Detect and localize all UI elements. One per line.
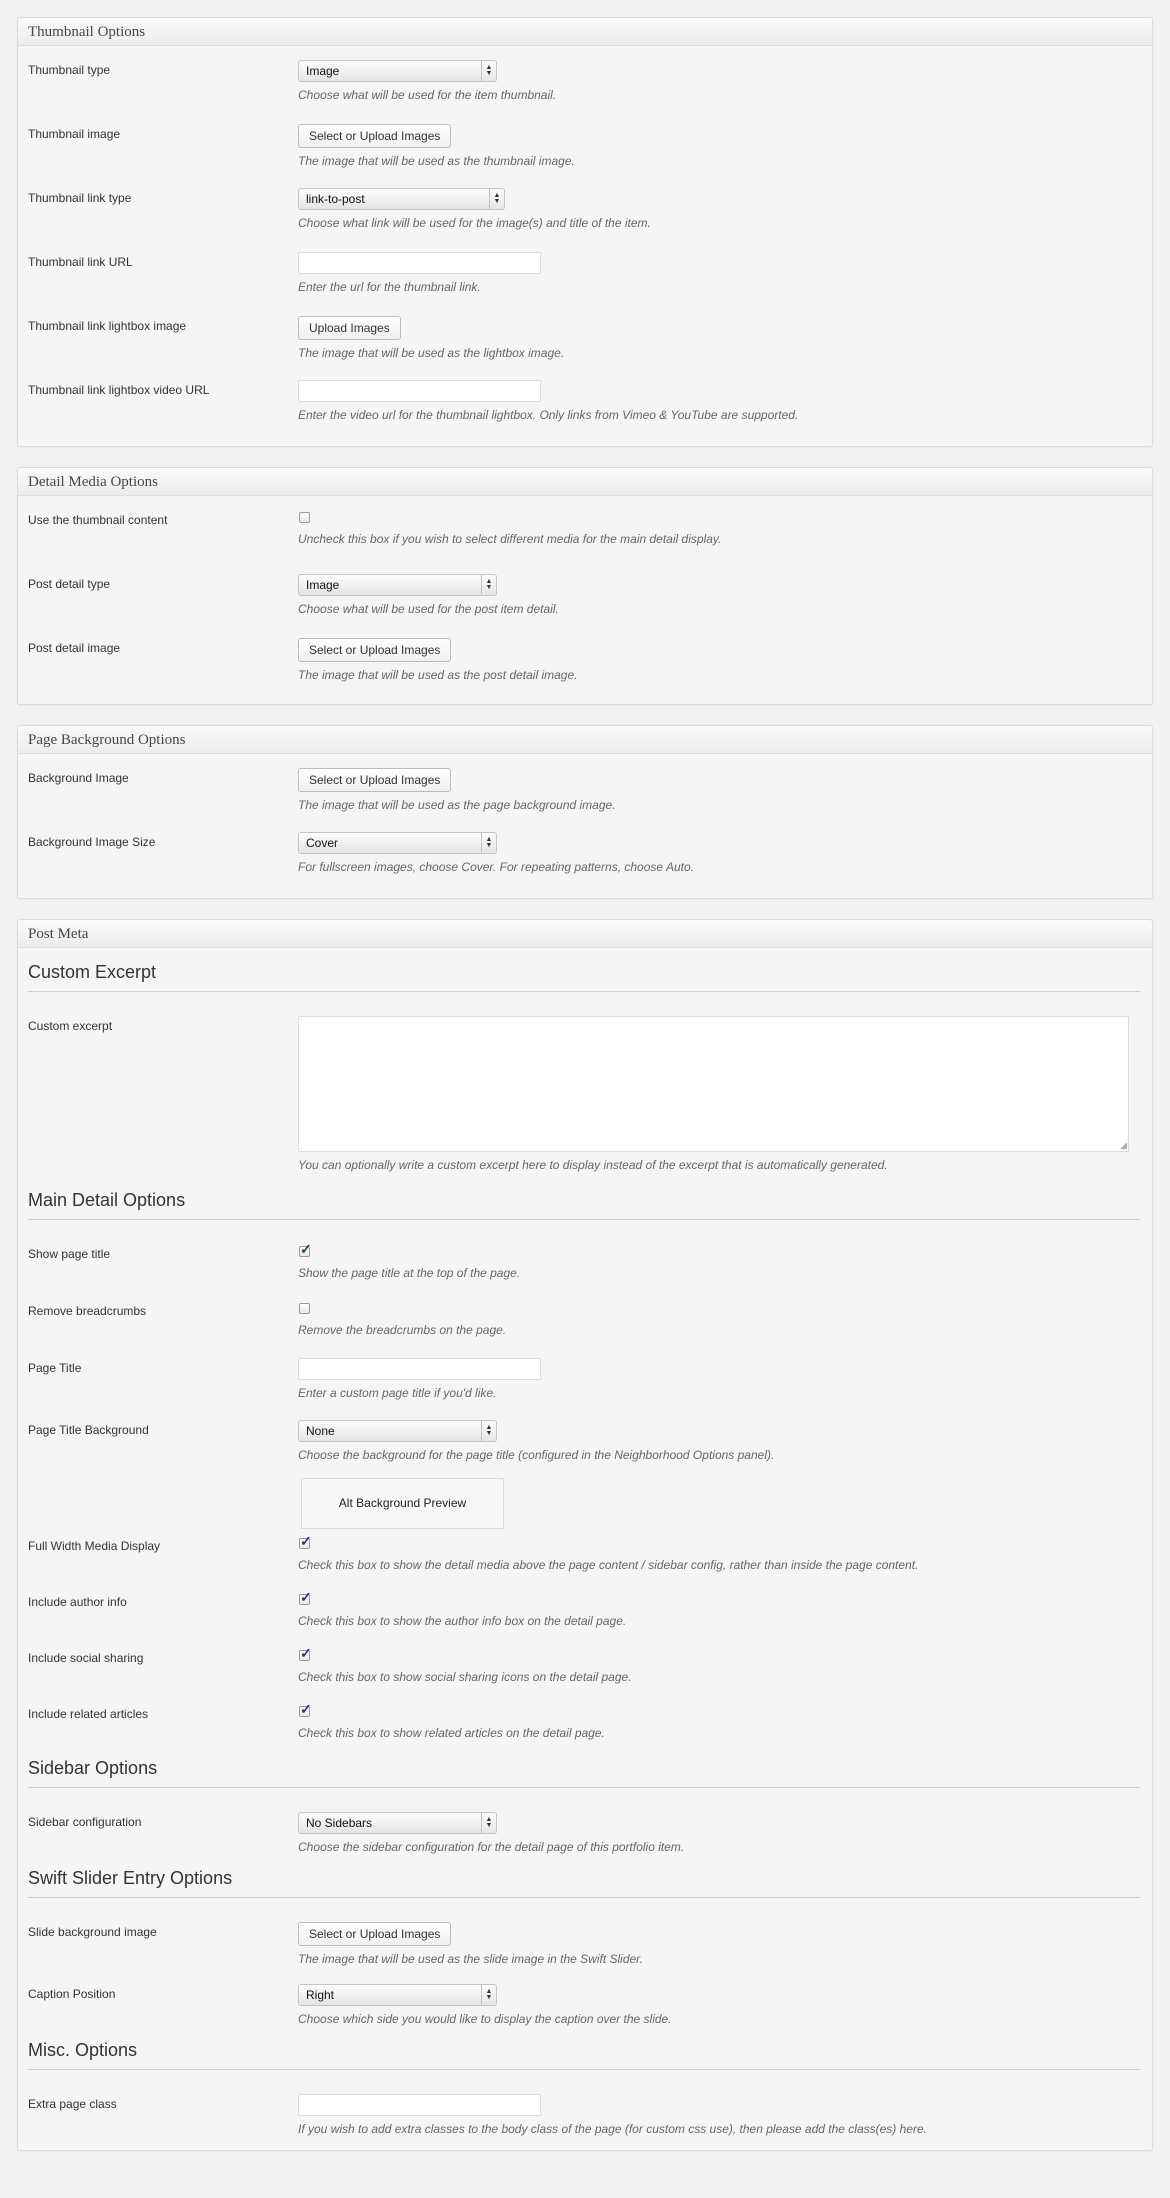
full-width-media-checkbox[interactable] <box>299 1533 312 1549</box>
thumbnail-lightbox-upload-button[interactable]: Upload Images <box>298 316 401 340</box>
select-arrows-icon: ▲ ▼ <box>481 833 496 853</box>
caption-position-row <box>28 1980 1142 2036</box>
post-meta-box <box>17 919 1153 2151</box>
background-image-upload-button[interactable]: Select or Upload Images <box>298 768 451 792</box>
caption-position-desc: Choose which side you would like to display the caption over the slide. <box>298 2012 672 2026</box>
main-detail-options-heading: Main Detail Options <box>28 1186 1140 1220</box>
checkmark-icon: ✓ <box>300 1645 312 1661</box>
thumbnail-type-select[interactable] <box>298 60 497 82</box>
background-image-size-row <box>28 828 1142 892</box>
select-arrows-icon: ▲ ▼ <box>481 1985 496 2005</box>
extra-page-class-input[interactable] <box>298 2094 541 2116</box>
page-title-background-label: Page Title Background <box>28 1423 149 1437</box>
swift-slider-heading: Swift Slider Entry Options <box>28 1864 1140 1898</box>
remove-breadcrumbs-desc: Remove the breadcrumbs on the page. <box>298 1323 507 1337</box>
select-arrows-icon: ▲ ▼ <box>481 61 496 81</box>
related-articles-desc: Check this box to show related articles on the detail page. <box>298 1726 605 1740</box>
slide-background-desc: The image that will be used as the slide image in the Swift Slider. <box>298 1952 644 1966</box>
alt-background-preview: Alt Background Preview <box>301 1478 504 1529</box>
post-detail-image-upload-button[interactable]: Select or Upload Images <box>298 638 451 662</box>
misc-options-heading: Misc. Options <box>28 2036 1140 2070</box>
thumbnail-link-url-label: Thumbnail link URL <box>28 255 133 269</box>
author-info-desc: Check this box to show the author info box on the detail page. <box>298 1614 627 1628</box>
social-sharing-checkbox[interactable] <box>299 1645 312 1661</box>
caption-position-label: Caption Position <box>28 1987 116 2001</box>
background-image-size-desc: For fullscreen images, choose Cover. For repeating patterns, choose Auto. <box>298 860 694 874</box>
custom-excerpt-desc: You can optionally write a custom excerpt here to display instead of the excerpt that is automatically generated. <box>298 1158 888 1172</box>
sidebar-options-heading: Sidebar Options <box>28 1754 1140 1788</box>
related-articles-label: Include related articles <box>28 1707 149 1721</box>
page-title-row <box>28 1354 1142 1416</box>
thumbnail-lightbox-image-desc: The image that will be used as the lightbox image. <box>298 346 565 360</box>
full-width-media-desc: Check this box to show the detail media above the page content / sidebar config, rather than inside the page content. <box>298 1558 919 1572</box>
post-detail-type-desc: Choose what will be used for the post item detail. <box>298 602 559 616</box>
caption-position-select[interactable] <box>298 1984 497 2006</box>
use-thumbnail-content-row <box>28 506 1142 570</box>
page-title-background-select[interactable] <box>298 1420 497 1442</box>
checkmark-icon: ✓ <box>300 1589 312 1605</box>
related-articles-row <box>28 1700 1142 1754</box>
thumbnail-image-desc: The image that will be used as the thumbnail image. <box>298 154 575 168</box>
thumbnail-lightbox-image-row <box>28 312 1142 376</box>
slide-background-row <box>28 1918 1142 1980</box>
page-title-background-value: None <box>306 1424 335 1438</box>
select-arrows-icon: ▲ ▼ <box>481 575 496 595</box>
sidebar-config-row <box>28 1808 1142 1864</box>
remove-breadcrumbs-label: Remove breadcrumbs <box>28 1304 147 1318</box>
sidebar-config-value: No Sidebars <box>306 1816 373 1830</box>
page-title-input[interactable] <box>298 1358 541 1380</box>
thumbnail-link-type-row <box>28 184 1142 248</box>
custom-excerpt-heading: Custom Excerpt <box>28 958 1140 992</box>
caption-position-value: Right <box>306 1988 335 2002</box>
thumbnail-lightbox-video-desc: Enter the video url for the thumbnail lightbox. Only links from Vimeo & YouTube are supported. <box>298 408 799 422</box>
show-page-title-checkbox[interactable] <box>299 1241 312 1257</box>
author-info-label: Include author info <box>28 1595 127 1609</box>
post-detail-image-label: Post detail image <box>28 641 121 655</box>
checkmark-icon: ✓ <box>300 1241 312 1257</box>
page-title-label: Page Title <box>28 1361 82 1375</box>
social-sharing-label: Include social sharing <box>28 1651 144 1665</box>
use-thumbnail-content-checkbox[interactable] <box>299 512 310 523</box>
checkmark-icon: ✓ <box>300 1533 312 1549</box>
checkmark-icon: ✓ <box>300 1701 312 1717</box>
page-background-options-title[interactable]: Page Background Options <box>18 726 1152 754</box>
custom-excerpt-row <box>28 1012 1142 1172</box>
social-sharing-row <box>28 1644 1142 1700</box>
page-title-desc: Enter a custom page title if you'd like. <box>298 1386 497 1400</box>
show-page-title-row <box>28 1240 1142 1297</box>
page-title-background-row <box>28 1416 1142 1474</box>
background-image-label: Background Image <box>28 771 129 785</box>
thumbnail-link-type-label: Thumbnail link type <box>28 191 132 205</box>
sidebar-config-label: Sidebar configuration <box>28 1815 142 1829</box>
use-thumbnail-content-desc: Uncheck this box if you wish to select different media for the main detail display. <box>298 532 722 546</box>
page-title-background-desc: Choose the background for the page title (configured in the Neighborhood Options panel). <box>298 1448 775 1462</box>
thumbnail-type-value: Image <box>306 64 340 78</box>
custom-excerpt-label: Custom excerpt <box>28 1019 113 1033</box>
show-page-title-label: Show page title <box>28 1247 111 1261</box>
thumbnail-image-row <box>28 120 1142 184</box>
post-meta-title[interactable]: Post Meta <box>18 920 1152 948</box>
thumbnail-link-type-select[interactable] <box>298 188 505 210</box>
remove-breadcrumbs-checkbox[interactable] <box>299 1303 310 1314</box>
sidebar-config-desc: Choose the sidebar configuration for the detail page of this portfolio item. <box>298 1840 685 1854</box>
thumbnail-lightbox-video-input[interactable] <box>298 380 541 402</box>
select-arrows-icon: ▲ ▼ <box>481 1421 496 1441</box>
full-width-media-label: Full Width Media Display <box>28 1539 161 1553</box>
select-arrows-icon: ▲ ▼ <box>489 189 504 209</box>
detail-media-options-box <box>17 467 1153 705</box>
post-detail-type-label: Post detail type <box>28 577 111 591</box>
extra-page-class-desc: If you wish to add extra classes to the body class of the page (for custom css use), then please add the class(es) here. <box>298 2122 927 2136</box>
sidebar-config-select[interactable] <box>298 1812 497 1834</box>
thumbnail-link-url-desc: Enter the url for the thumbnail link. <box>298 280 481 294</box>
social-sharing-desc: Check this box to show social sharing icons on the detail page. <box>298 1670 632 1684</box>
background-image-size-label: Background Image Size <box>28 835 156 849</box>
thumbnail-type-desc: Choose what will be used for the item thumbnail. <box>298 88 557 102</box>
background-image-desc: The image that will be used as the page background image. <box>298 798 616 812</box>
background-image-size-value: Cover <box>306 836 339 850</box>
background-image-row <box>28 764 1142 828</box>
thumbnail-link-type-desc: Choose what link will be used for the image(s) and title of the item. <box>298 216 651 230</box>
resize-grip-icon[interactable]: ◢ <box>1120 1140 1127 1150</box>
author-info-checkbox[interactable] <box>299 1589 312 1605</box>
related-articles-checkbox[interactable] <box>299 1701 312 1717</box>
preview-spacer <box>28 1474 298 1532</box>
thumbnail-type-label: Thumbnail type <box>28 63 111 77</box>
preview-row <box>28 1474 1142 1532</box>
custom-excerpt-textarea[interactable] <box>298 1016 1129 1152</box>
extra-page-class-row <box>28 2090 1142 2144</box>
extra-page-class-label: Extra page class <box>28 2097 117 2111</box>
thumbnail-image-label: Thumbnail image <box>28 127 121 141</box>
thumbnail-link-url-input[interactable] <box>298 252 541 274</box>
use-thumbnail-content-label: Use the thumbnail content <box>28 513 168 527</box>
post-detail-image-desc: The image that will be used as the post detail image. <box>298 668 578 682</box>
select-arrows-icon: ▲ ▼ <box>481 1813 496 1833</box>
thumbnail-link-type-value: link-to-post <box>306 192 365 206</box>
thumbnail-options-title[interactable]: Thumbnail Options <box>18 18 1152 46</box>
post-detail-type-value: Image <box>306 578 340 592</box>
remove-breadcrumbs-row <box>28 1297 1142 1354</box>
detail-media-options-title[interactable]: Detail Media Options <box>18 468 1152 496</box>
thumbnail-lightbox-video-label: Thumbnail link lightbox video URL <box>28 383 210 397</box>
thumbnail-link-url-row <box>28 248 1142 312</box>
background-image-size-select[interactable] <box>298 832 497 854</box>
post-detail-type-row <box>28 570 1142 634</box>
thumbnail-type-row <box>28 56 1142 120</box>
thumbnail-image-upload-button[interactable]: Select or Upload Images <box>298 124 451 148</box>
page-background-options-box <box>17 725 1153 899</box>
thumbnail-lightbox-image-label: Thumbnail link lightbox image <box>28 319 187 333</box>
slide-background-label: Slide background image <box>28 1925 157 1939</box>
post-detail-type-select[interactable] <box>298 574 497 596</box>
author-info-row <box>28 1588 1142 1644</box>
slide-background-upload-button[interactable]: Select or Upload Images <box>298 1922 451 1946</box>
post-detail-image-row <box>28 634 1142 698</box>
thumbnail-options-box <box>17 17 1153 447</box>
thumbnail-lightbox-video-row <box>28 376 1142 440</box>
full-width-media-row <box>28 1532 1142 1588</box>
show-page-title-desc: Show the page title at the top of the page. <box>298 1266 521 1280</box>
